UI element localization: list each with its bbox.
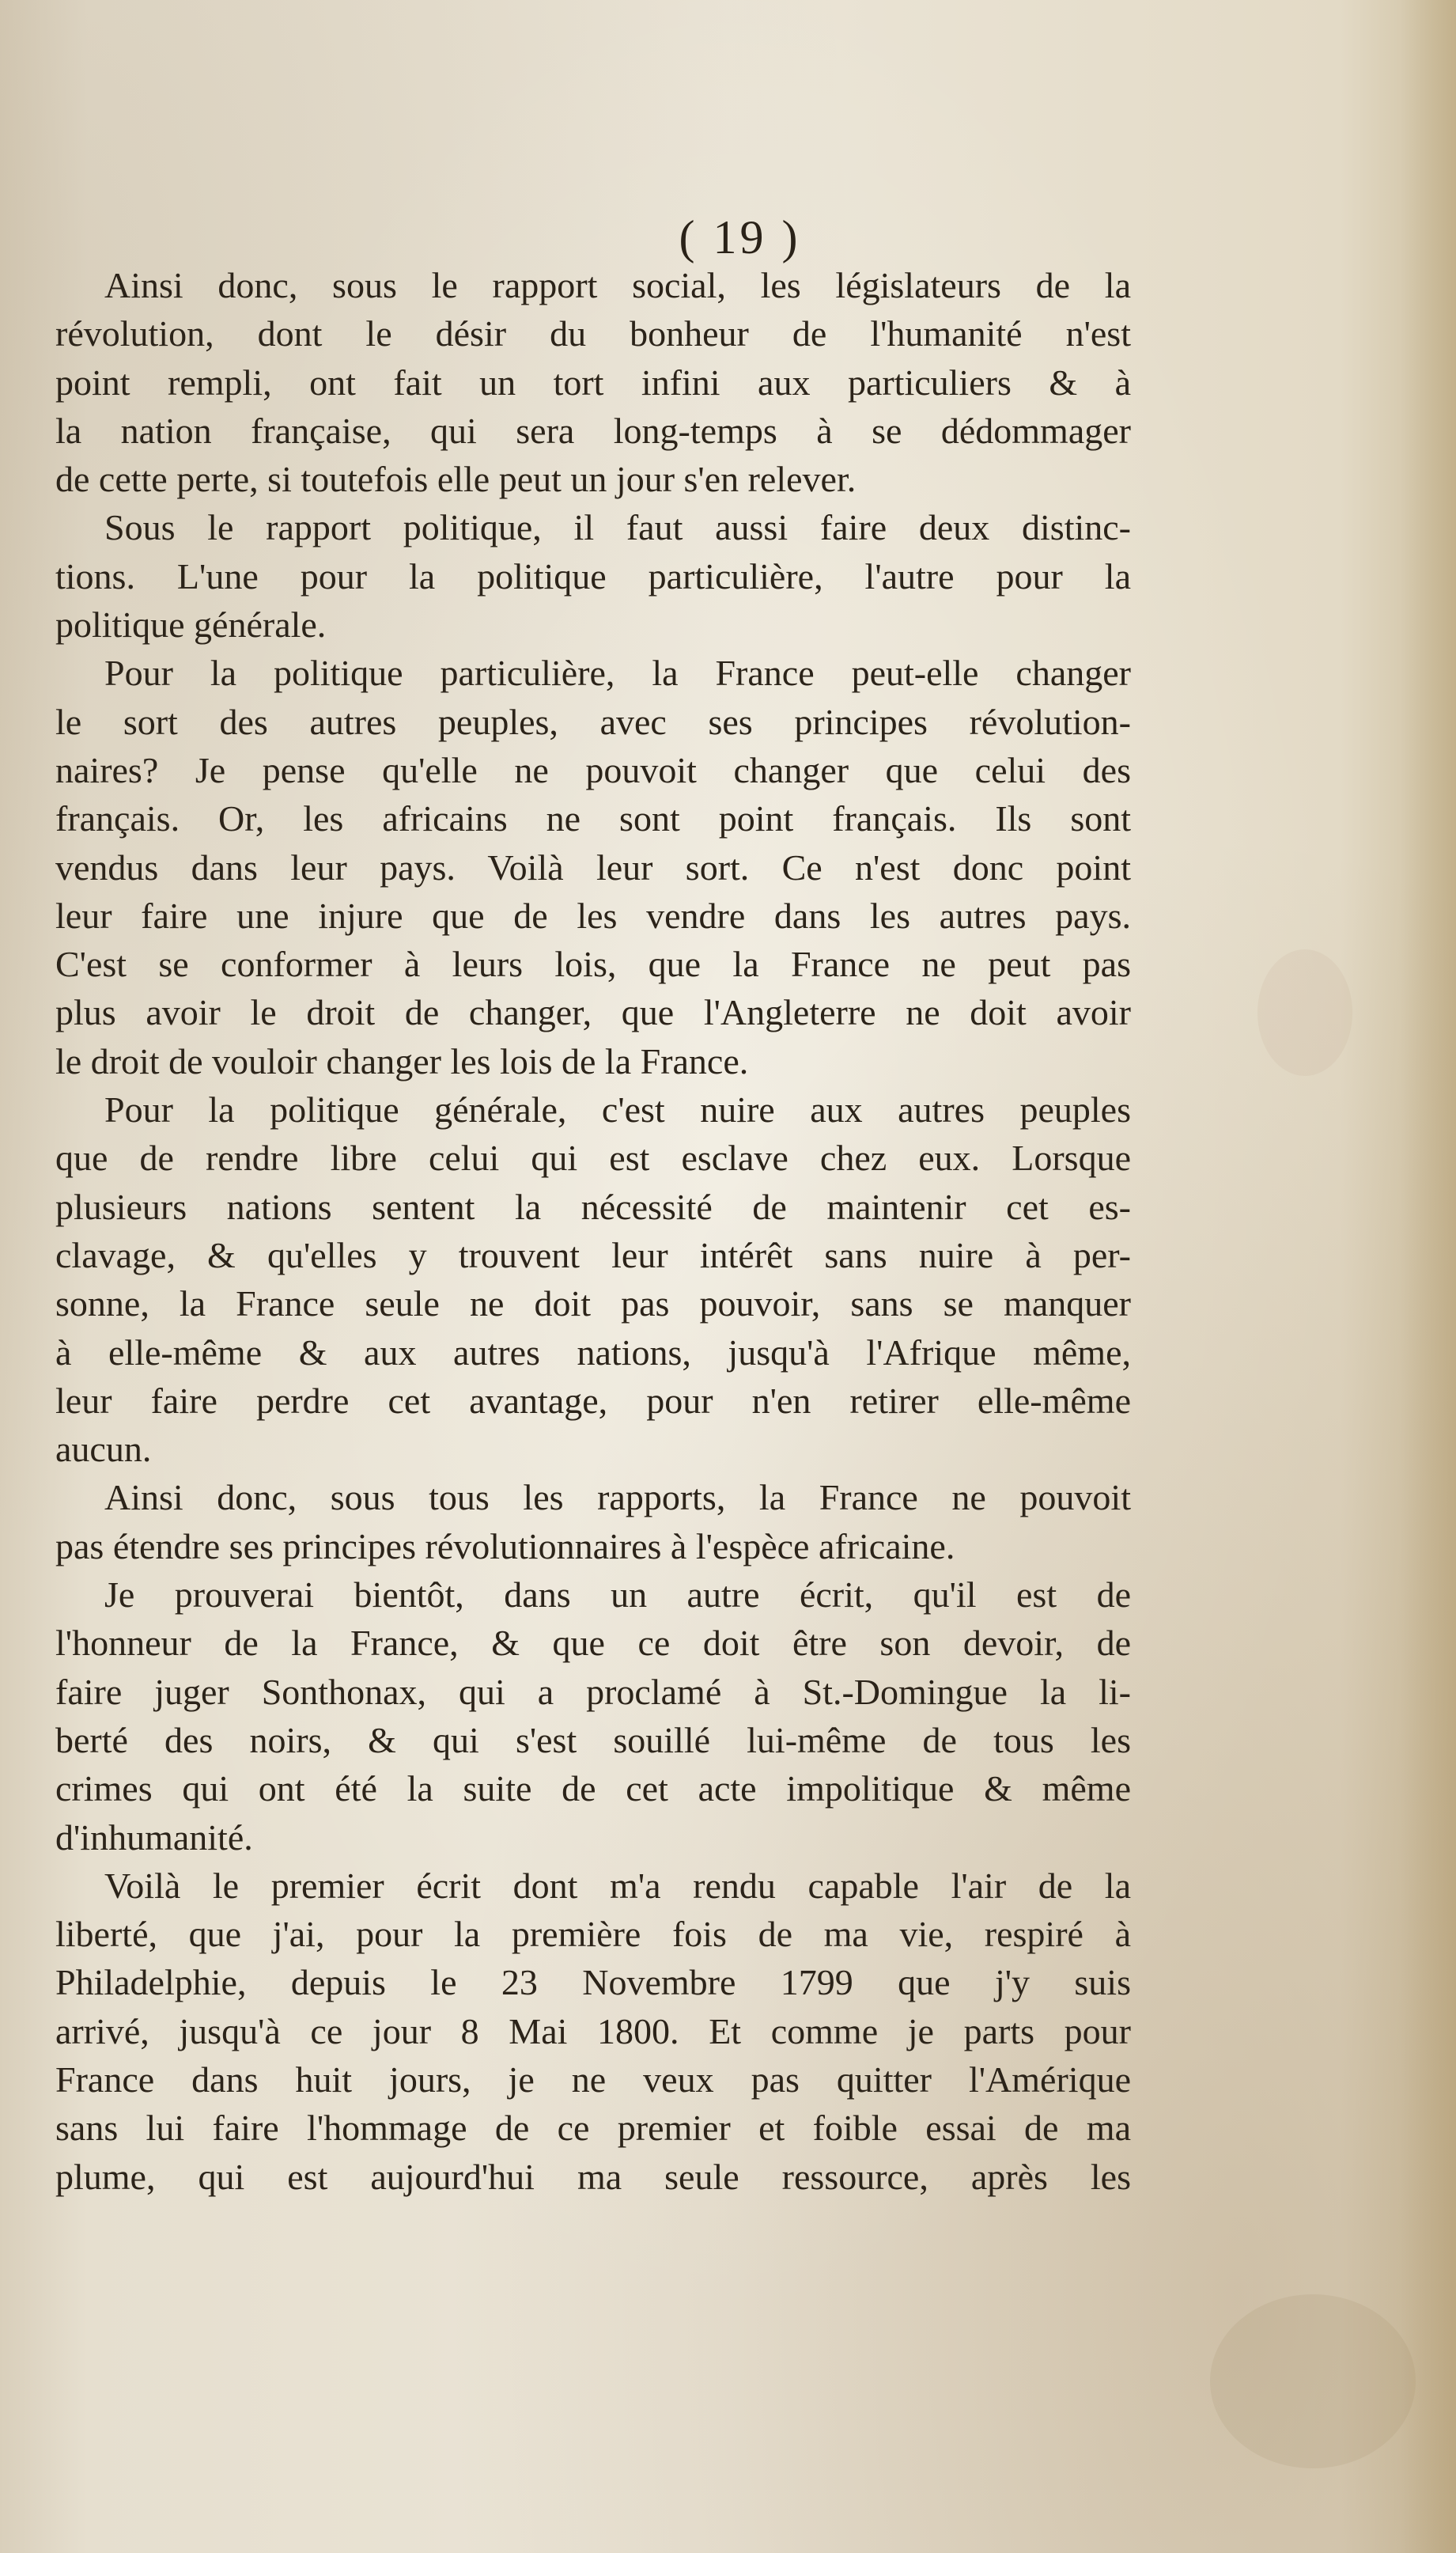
text-line: Philadelphie, depuis le 23 Novembre 1799 que j'y suis: [55, 1962, 1131, 2003]
body-text: [55, 261, 1131, 2201]
text-line: le droit de vouloir changer les lois de la France.: [55, 1040, 749, 1081]
text-line: à elle-même & aux autres nations, jusqu'à l'Afrique même,: [55, 1331, 1131, 1373]
text-line: plume, qui est aujourd'hui ma seule ressource, après les: [55, 2156, 1131, 2197]
text-line: l'honneur de la France, & que ce doit être son devoir, de: [55, 1623, 1131, 1664]
text-line: aucun.: [55, 1429, 152, 1470]
text-line: révolution, dont le désir du bonheur de l'humanité n'est: [55, 313, 1131, 354]
text-line: leur faire perdre cet avantage, pour n'en retirer elle-même: [55, 1380, 1131, 1421]
text-line: le sort des autres peuples, avec ses principes révolution-: [55, 701, 1131, 742]
text-line: Je prouverai bientôt, dans un autre écrit, qu'il est de: [104, 1574, 1131, 1616]
text-line: naires? Je pense qu'elle ne pouvoit changer que celui des: [55, 749, 1131, 790]
text-line: tions. L'une pour la politique particulière, l'autre pour la: [55, 555, 1131, 597]
text-line: vendus dans leur pays. Voilà leur sort. Ce n'est donc point: [55, 847, 1131, 888]
text-line: la nation française, qui sera long-temps à se dédommager: [55, 410, 1131, 451]
text-line: Voilà le premier écrit dont m'a rendu capable l'air de la: [104, 1865, 1131, 1906]
text-line: berté des noirs, & qui s'est souillé lui-même de tous les: [55, 1719, 1131, 1760]
text-line: arrivé, jusqu'à ce jour 8 Mai 1800. Et comme je parts pour: [55, 2010, 1131, 2051]
text-line: Ainsi donc, sous tous les rapports, la France ne pouvoit: [104, 1477, 1131, 1518]
text-line: France dans huit jours, je ne veux pas quitter l'Amérique: [55, 2059, 1131, 2100]
text-line: d'inhumanité.: [55, 1816, 253, 1858]
page-edge-shadow: [1401, 0, 1456, 2553]
text-line: faire juger Sonthonax, qui a proclamé à St.-Domingue la li-: [55, 1671, 1131, 1712]
text-line: Pour la politique générale, c'est nuire aux autres peuples: [104, 1089, 1131, 1131]
text-line: clavage, & qu'elles y trouvent leur intérêt sans nuire à per-: [55, 1234, 1131, 1275]
text-line: C'est se conformer à leurs lois, que la France ne peut pas: [55, 944, 1131, 985]
text-line: sans lui faire l'hommage de ce premier et foible essai de ma: [55, 2108, 1131, 2149]
text-line: plus avoir le droit de changer, que l'Angleterre ne doit avoir: [55, 992, 1131, 1033]
paper-stain: [1257, 949, 1352, 1076]
text-line: de cette perte, si toutefois elle peut un jour s'en relever.: [55, 459, 857, 500]
text-line: crimes qui ont été la suite de cet acte impolitique & même: [55, 1768, 1131, 1809]
text-line: Ainsi donc, sous le rapport social, les législateurs de la: [104, 265, 1131, 305]
text-line: plusieurs nations sentent la nécessité de maintenir cet es-: [55, 1186, 1131, 1227]
text-line: leur faire une injure que de les vendre dans les autres pays.: [55, 895, 1131, 936]
text-line: sonne, la France seule ne doit pas pouvoir, sans se manquer: [55, 1283, 1131, 1324]
paper-stain: [1210, 2294, 1416, 2468]
text-line: Sous le rapport politique, il faut aussi faire deux distinc-: [104, 507, 1131, 548]
text-line: pas étendre ses principes révolutionnaires à l'espèce africaine.: [55, 1525, 955, 1566]
text-line: français. Or, les africains ne sont point français. Ils sont: [55, 798, 1131, 839]
text-line: politique générale.: [55, 604, 327, 646]
page-number: ( 19 ): [679, 211, 801, 263]
text-line: Pour la politique particulière, la France peut-elle changer: [104, 653, 1131, 694]
text-line: liberté, que j'ai, pour la première fois de ma vie, respiré à: [55, 1914, 1131, 1955]
text-line: point rempli, ont fait un tort infini aux particuliers & à: [55, 362, 1131, 403]
text-line: que de rendre libre celui qui est esclave chez eux. Lorsque: [55, 1138, 1131, 1179]
